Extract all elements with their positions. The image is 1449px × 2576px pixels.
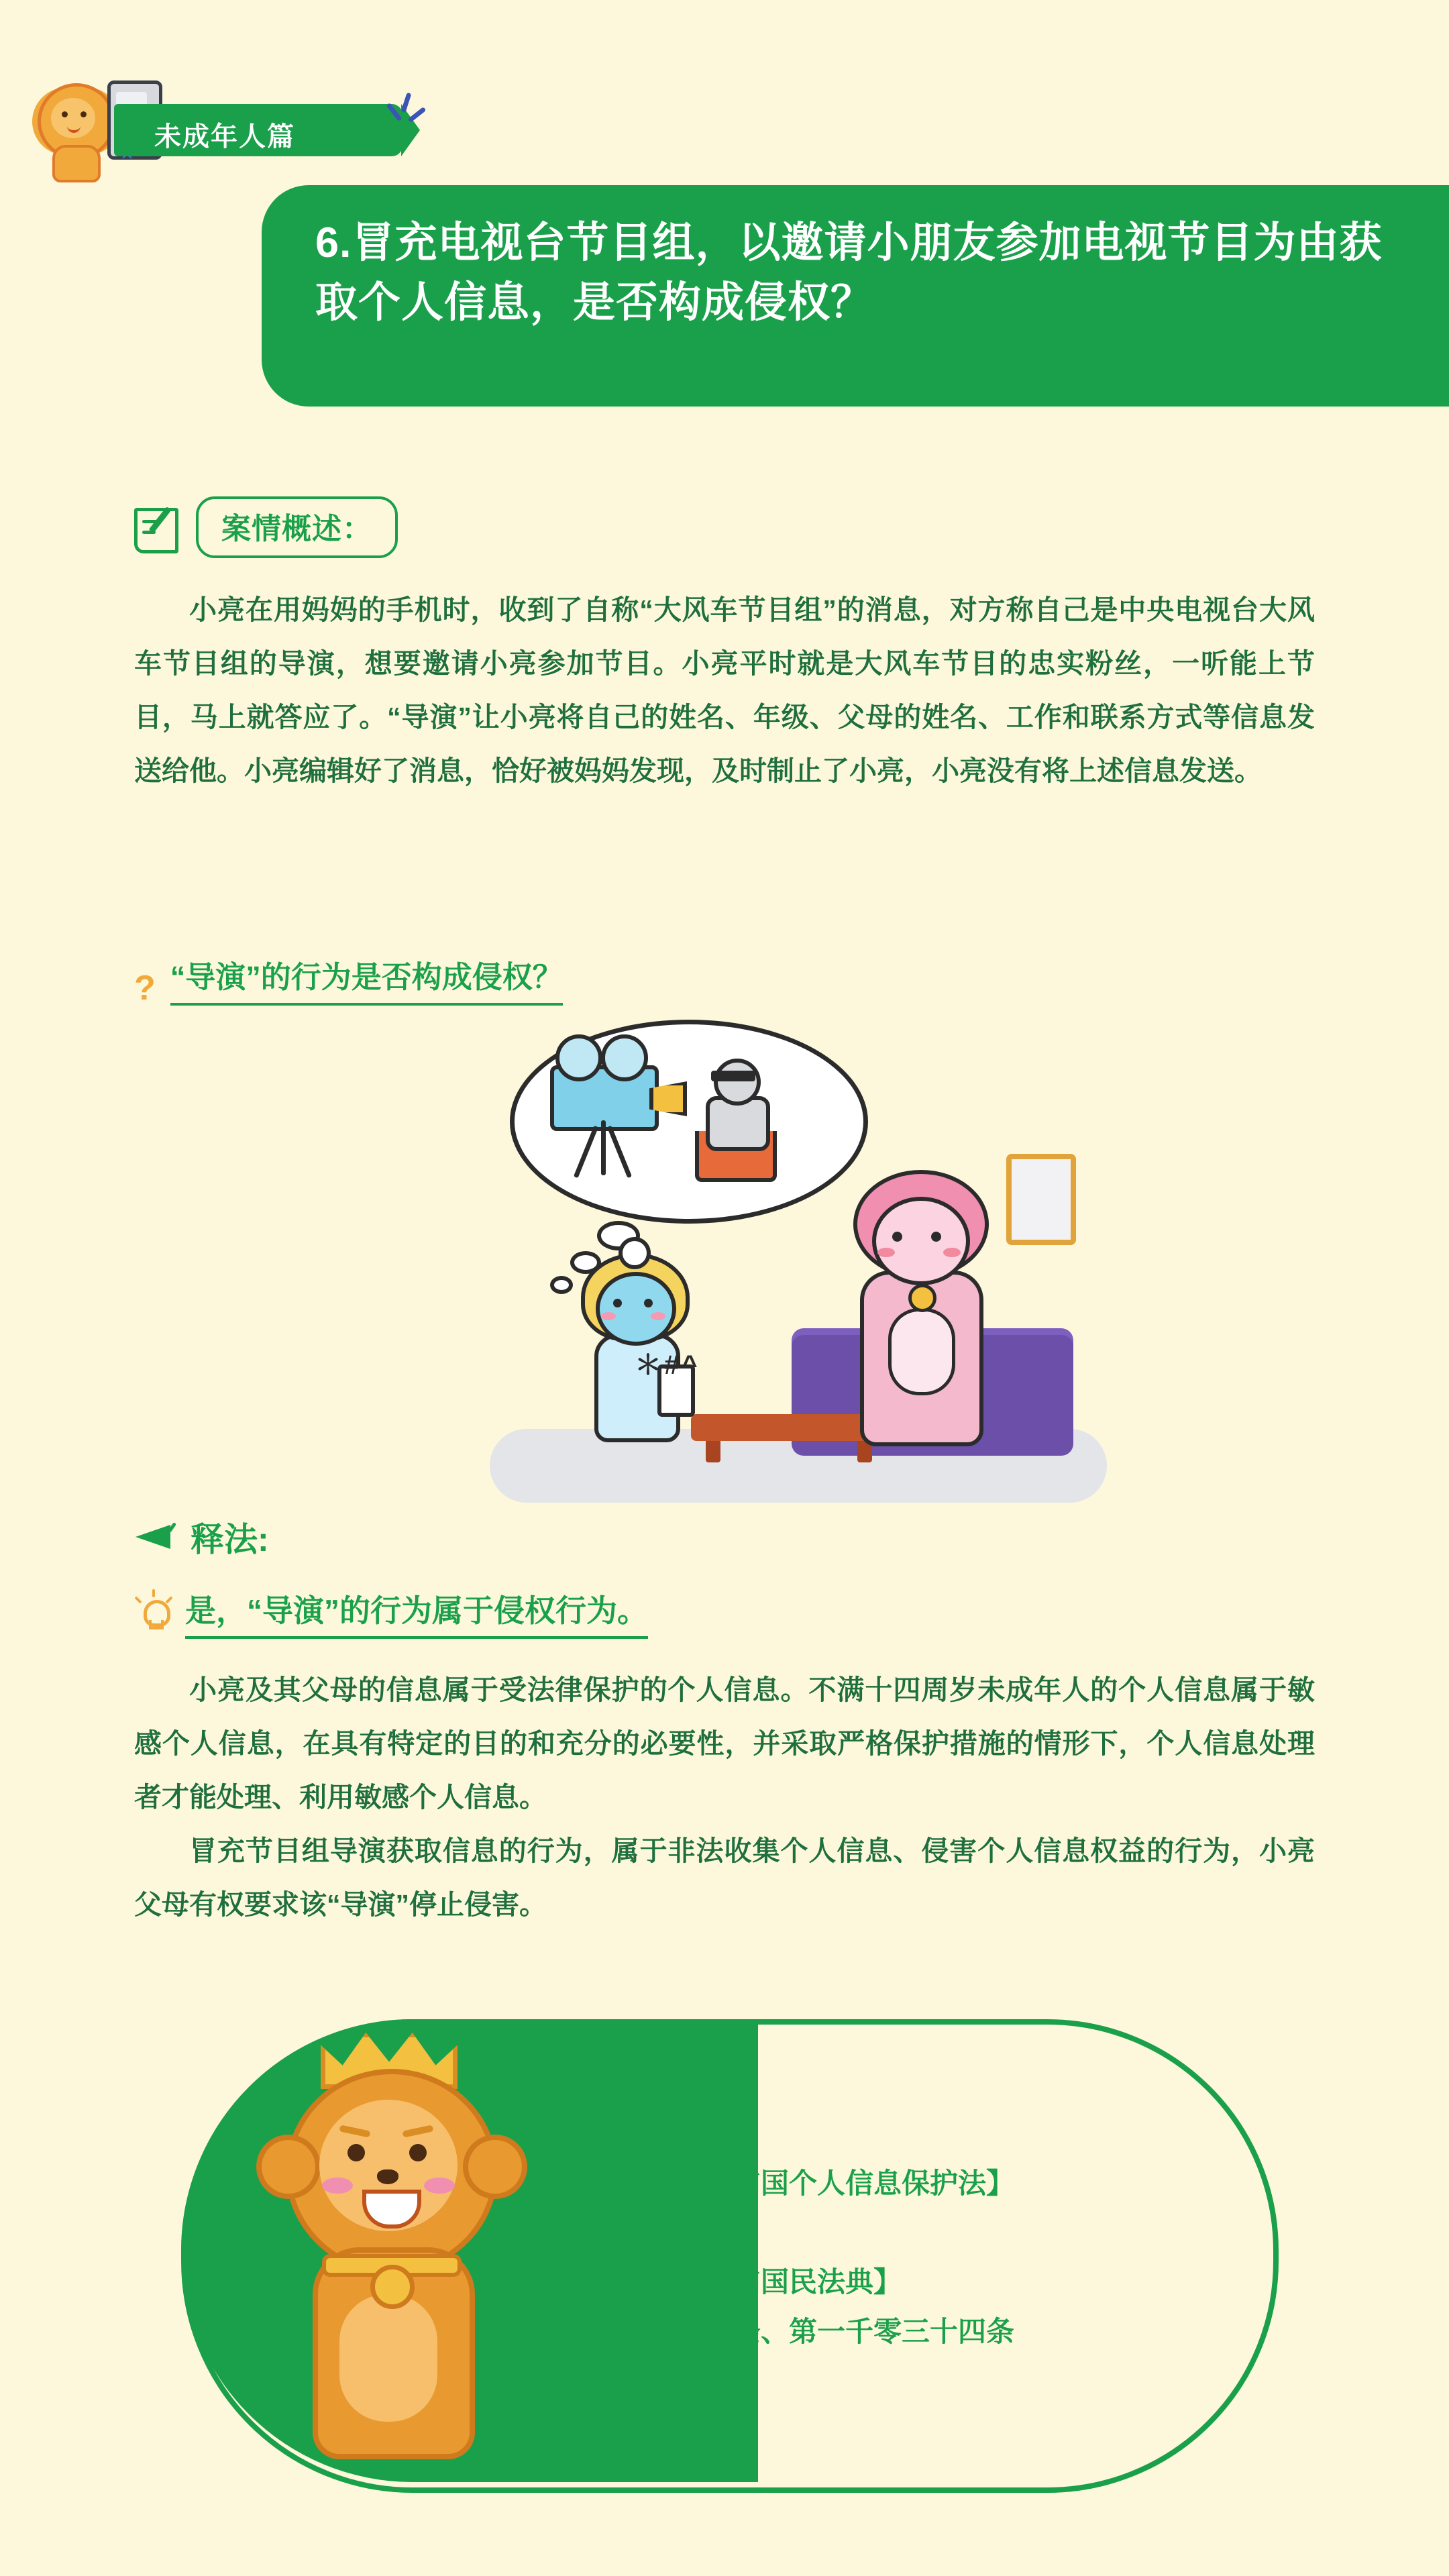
megaphone-icon: [134, 1518, 181, 1556]
note-pencil-icon: [134, 504, 184, 551]
page-title-block: [262, 185, 1449, 407]
director-figure: [691, 1059, 792, 1179]
sparkle-icon: [389, 93, 425, 133]
bell-icon: [370, 2265, 415, 2309]
law-link-line: 第一百一十一条、第一千零三十四条: [564, 2315, 1015, 2347]
case-question-text: “导演”的行为是否构成侵权？: [170, 953, 563, 1006]
tripod-icon: [570, 1120, 637, 1178]
header-banner: [0, 40, 429, 152]
camera-reel-icon: [601, 1034, 648, 1081]
law-link-title: 法条链接：: [564, 2098, 745, 2139]
page-title: 6.冒充电视台节目组，以邀请小朋友参加电视节目为由获取个人信息，是否构成侵权？: [315, 219, 1383, 327]
explanation-paragraph-2: 冒充节目组导演获取信息的行为，属于非法收集个人信息、侵害个人信息权益的行为，小亮父母有权要求该“导演”停止侵害。: [134, 1835, 1315, 1920]
explanation-heading: [134, 1513, 269, 1561]
lion-mascot-icon: [32, 79, 118, 178]
effect-marks: ＊#^: [635, 1350, 700, 1380]
law-link-line: 【中华人民共和国个人信息保护法】: [564, 2167, 1015, 2199]
camera-reel-icon: [555, 1034, 602, 1081]
illustration: [470, 1020, 1140, 1503]
case-overview-badge-label: 案情概述：: [196, 496, 398, 558]
lion-mascot-large-icon: [221, 2026, 584, 2496]
explanation-highlight: [134, 1587, 648, 1639]
case-overview-body: 小亮在用妈妈的手机时，收到了自称“大风车节目组”的消息，对方称自己是中央电视台大风车节目组的导演，想要邀请小亮参加节目。小亮平时就是大风车节目的忠实粉丝，一听能上节目，马上就答应了。“导演”让小亮将自己的姓名、年级、父母的姓名、工作和联系方式等信息发送给他。小亮编辑好了消息，恰好被妈妈发现，及时制止了小亮，小亮没有将上述信息发送。: [134, 594, 1315, 786]
mother-figure: [818, 1170, 1020, 1458]
law-link-line: 第十条: [564, 2216, 649, 2249]
case-question: [134, 953, 563, 1006]
explanation-highlight-text: 是，“导演”的行为属于侵权行为。: [185, 1587, 648, 1639]
header-ribbon-label: 未成年人篇: [154, 122, 295, 152]
law-link-content: [564, 2090, 1234, 2356]
lightbulb-icon: [134, 1592, 172, 1633]
explanation-badge-label: 释法:: [191, 1521, 269, 1558]
explanation-paragraph-1: 小亮及其父母的信息属于受法律保护的个人信息。不满十四周岁未成年人的个人信息属于敏感个人信息，在具有特定的目的和充分的必要性，并采取严格保护措施的情形下，个人信息处理者才能处理、利用敏感个人信息。: [134, 1674, 1315, 1813]
question-mark-icon: ?: [134, 969, 156, 1008]
law-link-line: 【中华人民共和国民法典】: [564, 2266, 902, 2298]
case-overview-heading: [134, 496, 398, 558]
